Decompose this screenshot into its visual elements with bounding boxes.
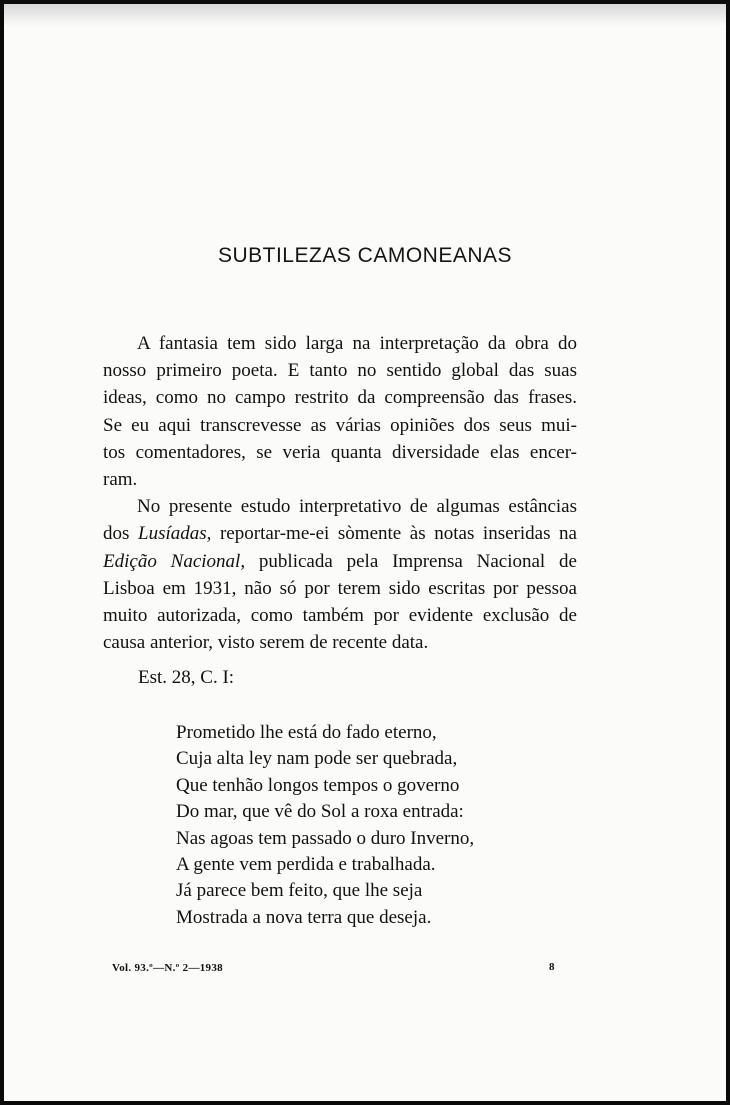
paragraph-1-line: A fantasia tem sido larga na interpretação da obra do	[137, 333, 577, 354]
italic-title-edicao: Edição Nacional,	[103, 550, 246, 572]
paragraph-2-line: causa anterior, visto serem de recente data.	[103, 632, 429, 654]
verse-line: Do mar, que vê do Sol a roxa entrada:	[176, 801, 464, 823]
verse-line: Prometido lhe está do fado eterno,	[176, 722, 437, 743]
text-fragment: reportar-me-ei sòmente às notas inseridas na	[211, 523, 577, 545]
paragraph-1-line: nosso primeiro poeta. E tanto no sentido global das suas	[103, 360, 577, 382]
page-number: 8	[549, 961, 555, 973]
scan-edge-shadow	[4, 4, 726, 26]
paragraph-1-line: tos comentadores, se veria quanta diversidade elas encer-	[103, 441, 577, 463]
verse-line: A gente vem perdida e trabalhada.	[176, 854, 436, 876]
verse-line: Nas agoas tem passado o duro Inverno,	[176, 827, 475, 849]
verse-line: Mostrada a nova terra que deseja.	[176, 906, 432, 928]
paragraph-2	[103, 493, 577, 656]
body-text	[103, 330, 577, 656]
paragraph-2-line	[69, 520, 577, 547]
verse-line: Que tenhão longos tempos o governo	[176, 774, 460, 796]
paragraph-1-line: Se eu aqui transcrevesse as várias opiniões dos seus mui-	[103, 414, 577, 436]
paragraph-1	[103, 330, 577, 493]
text-fragment: publicada pela Imprensa Nacional de	[245, 550, 577, 572]
verse-line: Já parece bem feito, que lhe seja	[176, 880, 423, 902]
paragraph-2-line: muito autorizada, como também por evidente exclusão de	[103, 605, 577, 627]
paragraph-2-line: No presente estudo interpretativo de algumas estâncias	[137, 496, 577, 518]
verse-block	[176, 720, 474, 931]
paragraph-1-line: ram.	[103, 469, 138, 491]
paragraph-1-line: ideas, como no campo restrito da compreensão das frases.	[103, 387, 577, 409]
text-fragment: dos	[103, 523, 138, 545]
stanza-reference: Est. 28, C. I:	[138, 667, 235, 688]
paragraph-2-line: Lisboa em 1931, não só por terem sido escritas por pessoa	[103, 577, 577, 599]
paragraph-2-line	[69, 548, 577, 575]
italic-title-lusiadas: Lusíadas,	[138, 523, 212, 545]
footer-volume: Vol. 93.º—N.º 2—1938	[112, 962, 223, 974]
verse-line: Cuja alta ley nam pode ser quebrada,	[176, 748, 458, 770]
page-title: SUBTILEZAS CAMONEANAS	[217, 244, 513, 267]
